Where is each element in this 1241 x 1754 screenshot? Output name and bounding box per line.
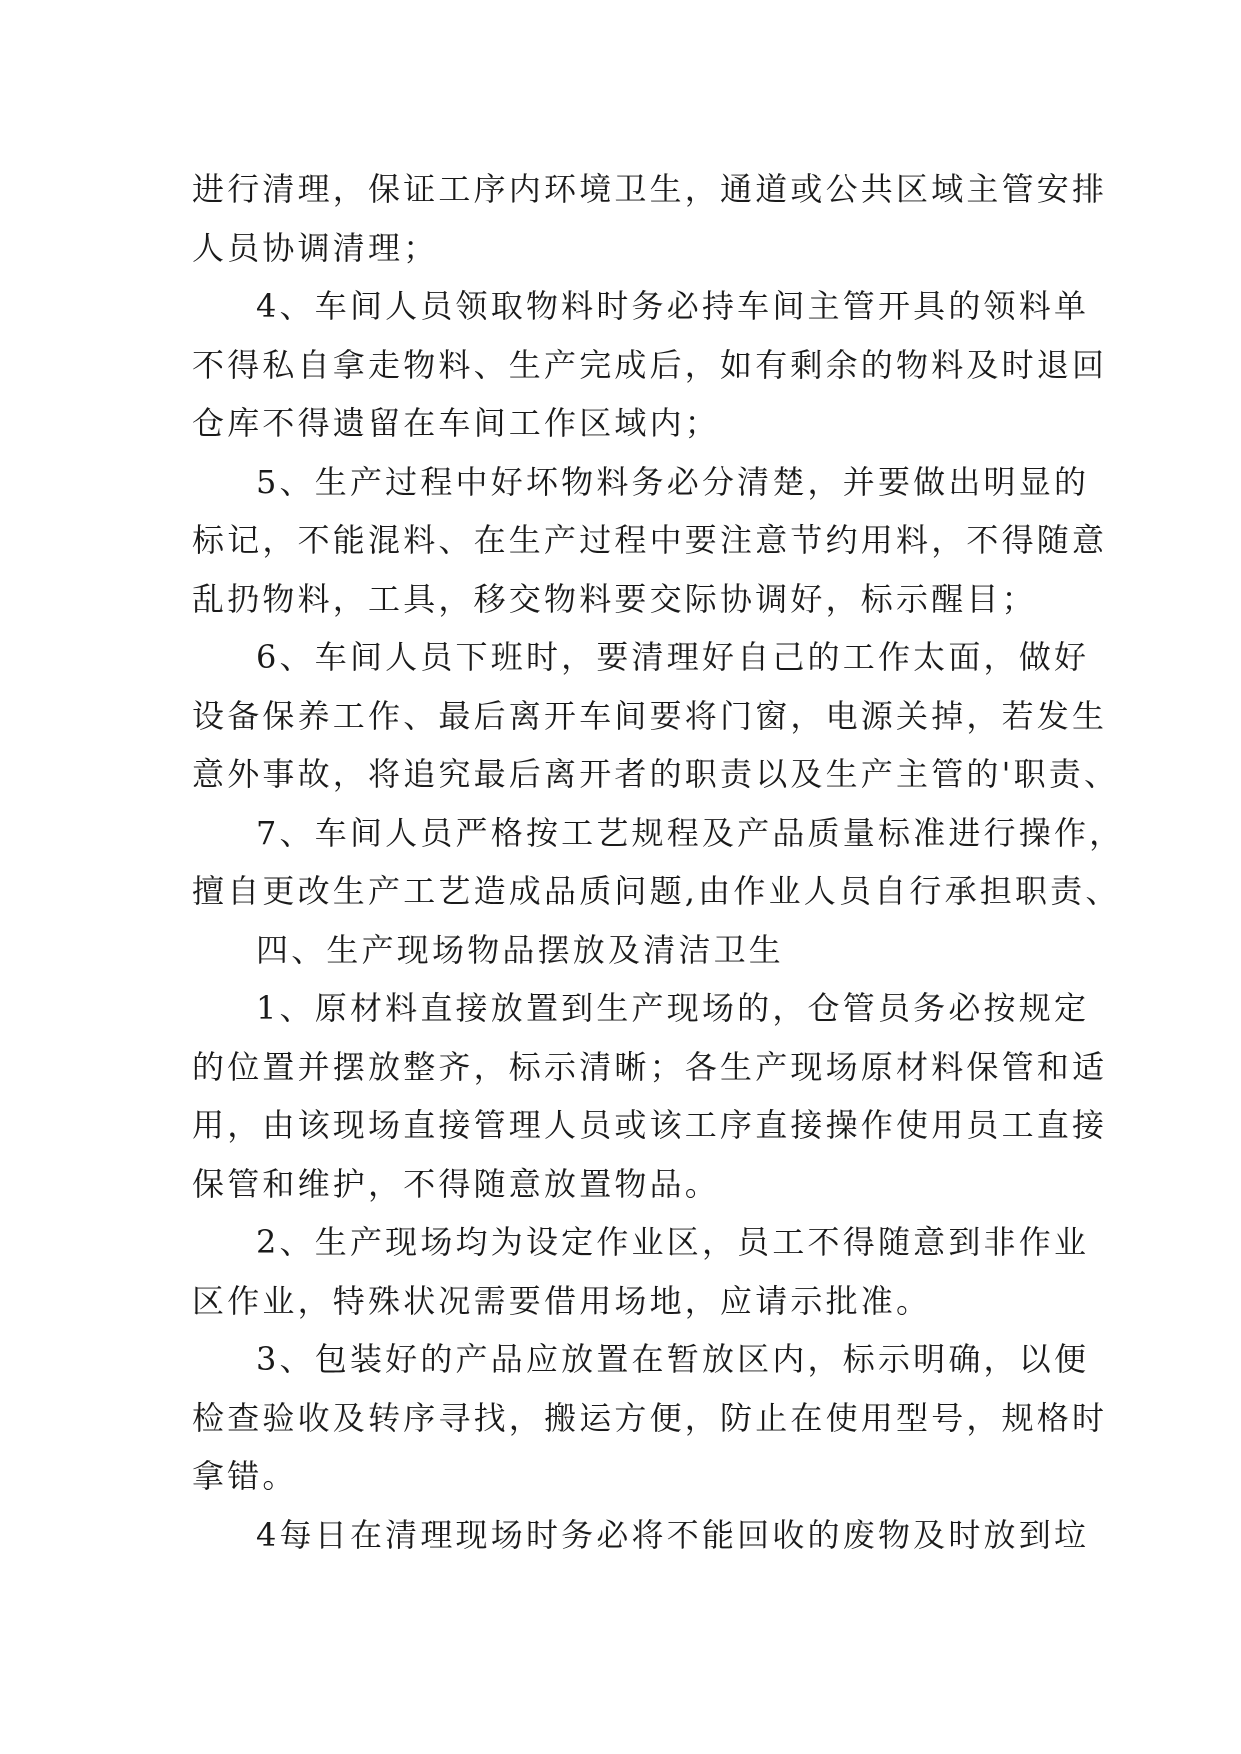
paragraph-item-5: 5、生产过程中好坏物料务必分清楚，并要做出明显的 xyxy=(256,462,1090,501)
text-line: 设备保养工作、最后离开车间要将门窗，电源关掉，若发生 xyxy=(192,696,1108,735)
text-line: 保管和维护，不得随意放置物品。 xyxy=(192,1164,721,1203)
paragraph-item-1: 1、原材料直接放置到生产现场的，仓管员务必按规定 xyxy=(256,989,1090,1027)
text-line: 人员协调清理； xyxy=(192,228,439,267)
text-line: 不得私自拿走物料、生产完成后，如有剩余的物料及时退回 xyxy=(192,345,1108,384)
text-line: 擅自更改生产工艺造成品质问题,由作业人员自行承担职责、 xyxy=(192,872,1121,910)
text-line: 用，由该现场直接管理人员或该工序直接操作使用员工直接 xyxy=(192,1106,1108,1144)
paragraph-item-7: 7、车间人员严格按工艺规程及产品质量标准进行操作， xyxy=(256,813,1125,852)
section-heading: 四、生产现场物品摆放及清洁卫生 xyxy=(256,930,785,969)
document-page xyxy=(192,160,1125,1564)
text-line: 的位置并摆放整齐，标示清晰；各生产现场原材料保管和适 xyxy=(192,1047,1108,1086)
paragraph-item-6: 6、车间人员下班时，要清理好自己的工作太面，做好 xyxy=(256,638,1090,676)
text-line: 区作业，特殊状况需要借用场地，应请示批准。 xyxy=(192,1281,932,1320)
paragraph-item-3: 3、包装好的产品应放置在暂放区内，标示明确，以便 xyxy=(256,1340,1090,1378)
text-line: 拿错。 xyxy=(192,1457,298,1495)
paragraph-item-4: 4、车间人员领取物料时务必持车间主管开具的领料单 xyxy=(256,287,1090,325)
text-line: 仓库不得遗留在车间工作区域内； xyxy=(192,404,721,442)
paragraph-item-4-cleanup: 4每日在清理现场时务必将不能回收的废物及时放到垃 xyxy=(256,1515,1090,1554)
text-line: 检查验收及转序寻找，搬运方便，防止在使用型号，规格时 xyxy=(192,1398,1108,1437)
paragraph-item-2: 2、生产现场均为设定作业区，员工不得随意到非作业 xyxy=(256,1223,1090,1261)
text-line: 意外事故，将追究最后离开者的职责以及生产主管的'职责、 xyxy=(192,755,1120,793)
text-line: 标记，不能混料、在生产过程中要注意节约用料，不得随意 xyxy=(192,521,1108,559)
text-line: 乱扔物料，工具，移交物料要交际协调好，标示醒目； xyxy=(192,579,1037,618)
text-line: 进行清理，保证工序内环境卫生，通道或公共区域主管安排 xyxy=(192,170,1108,208)
